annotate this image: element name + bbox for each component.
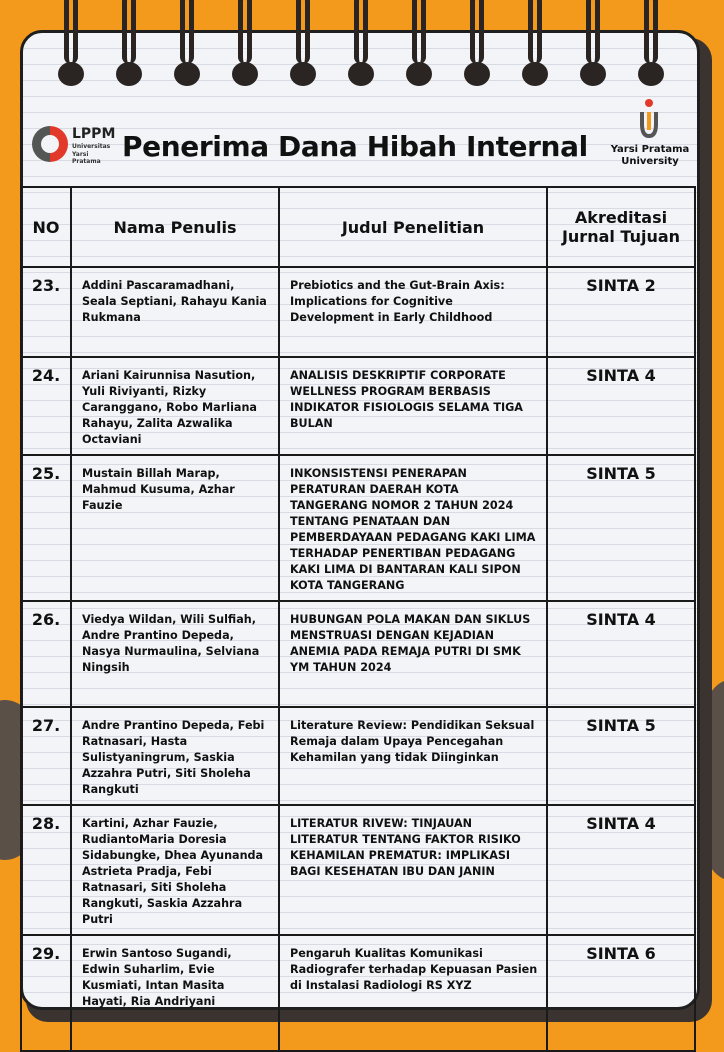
header-authors: Nama Penulis	[71, 187, 279, 267]
header-accreditation-line1: Akreditasi	[574, 208, 668, 227]
row-authors: Andre Prantino Depeda, Febi Ratnasari, Hasta Sulistyaningrum, Saskia Azzahra Putri, Siti Sholeha Rangkuti	[71, 707, 279, 805]
university-name-line2: University	[621, 156, 679, 167]
row-number: 24.	[21, 357, 71, 455]
lppm-logo-line1: Universitas	[72, 143, 111, 150]
lppm-logo-name: LPPM	[72, 126, 116, 142]
table-row	[21, 357, 695, 455]
row-authors: Kartini, Azhar Fauzie, RudiantoMaria Doresia Sidabungke, Dhea Ayunanda Astrieta Pradja, Febi Ratnasari, Siti Sholeha Rangkuti, Saskia Azzahra Putri	[71, 805, 279, 935]
row-title: Pengaruh Kualitas Komunikasi Radiografer terhadap Kepuasan Pasien di Instalasi Radiologi RS XYZ	[279, 935, 547, 1051]
row-number: 29.	[21, 935, 71, 1051]
table-row	[21, 707, 695, 805]
row-authors: Viedya Wildan, Wili Sulfiah, Andre Prantino Depeda, Nasya Nurmaulina, Selviana Ningsih	[71, 601, 279, 707]
header-accreditation	[547, 187, 695, 267]
row-authors: Addini Pascaramadhani, Seala Septiani, Rahayu Kania Rukmana	[71, 267, 279, 357]
row-title: LITERATUR RIVEW: TINJAUAN LITERATUR TENTANG FAKTOR RISIKO KEHAMILAN PREMATUR: IMPLIKASI BAGI KESEHATAN IBU DAN JANIN	[279, 805, 547, 935]
row-accreditation: SINTA 4	[547, 805, 695, 935]
university-logo	[610, 98, 690, 178]
row-authors: Erwin Santoso Sugandi, Edwin Suharlim, Evie Kusmiati, Intan Masita Hayati, Ria Andriyani	[71, 935, 279, 1051]
row-number: 25.	[21, 455, 71, 601]
row-title: INKONSISTENSI PENERAPAN PERATURAN DAERAH KOTA TANGERANG NOMOR 2 TAHUN 2024 TENTANG PENATAAN DAN PEMBERDAYAAN PEDAGANG KAKI LIMA TERHADAP PENERTIBAN PEDAGANG KAKI LIMA DI BANTARAN KALI SIPON KOTA TANGERANG	[279, 455, 547, 601]
row-title: Literature Review: Pendidikan Seksual Remaja dalam Upaya Pencegahan Kehamilan yang tidak Diinginkan	[279, 707, 547, 805]
row-authors: Ariani Kairunnisa Nasution, Yuli Riviyanti, Rizky Caranggano, Robo Marliana Rahayu, Zalita Azwalika Octaviani	[71, 357, 279, 455]
header-title: Judul Penelitian	[279, 187, 547, 267]
page-title: Penerima Dana Hibah Internal	[122, 130, 588, 163]
row-title: HUBUNGAN POLA MAKAN DAN SIKLUS MENSTRUASI DENGAN KEJADIAN ANEMIA PADA REMAJA PUTRI DI SMK YM TAHUN 2024	[279, 601, 547, 707]
spiral-binding	[0, 0, 724, 100]
table-row	[21, 267, 695, 357]
row-authors: Mustain Billah Marap, Mahmud Kusuma, Azhar Fauzie	[71, 455, 279, 601]
lppm-logo-icon	[32, 126, 68, 162]
grant-recipients-table	[20, 186, 696, 1052]
row-accreditation: SINTA 4	[547, 357, 695, 455]
header-no: NO	[21, 187, 71, 267]
row-title: ANALISIS DESKRIPTIF CORPORATE WELLNESS PROGRAM BERBASIS INDIKATOR FISIOLOGIS SELAMA TIGA BULAN	[279, 357, 547, 455]
university-name	[610, 144, 690, 168]
table-header-row	[21, 187, 695, 267]
row-number: 27.	[21, 707, 71, 805]
lppm-logo	[32, 124, 118, 164]
page-header	[24, 100, 700, 184]
lppm-logo-line2: Yarsi Pratama	[72, 151, 101, 165]
row-number: 26.	[21, 601, 71, 707]
row-accreditation: SINTA 6	[547, 935, 695, 1051]
university-name-line1: Yarsi Pratama	[610, 144, 690, 155]
row-accreditation: SINTA 4	[547, 601, 695, 707]
table-row	[21, 805, 695, 935]
row-number: 23.	[21, 267, 71, 357]
yarsi-logo-icon	[634, 98, 664, 142]
row-accreditation: SINTA 5	[547, 707, 695, 805]
table-row	[21, 455, 695, 601]
table-row	[21, 935, 695, 1051]
row-title: Prebiotics and the Gut-Brain Axis: Implications for Cognitive Development in Early Childhood	[279, 267, 547, 357]
row-number: 28.	[21, 805, 71, 935]
row-accreditation: SINTA 2	[547, 267, 695, 357]
table-row	[21, 601, 695, 707]
header-accreditation-line2: Jurnal Tujuan	[561, 227, 681, 246]
row-accreditation: SINTA 5	[547, 455, 695, 601]
